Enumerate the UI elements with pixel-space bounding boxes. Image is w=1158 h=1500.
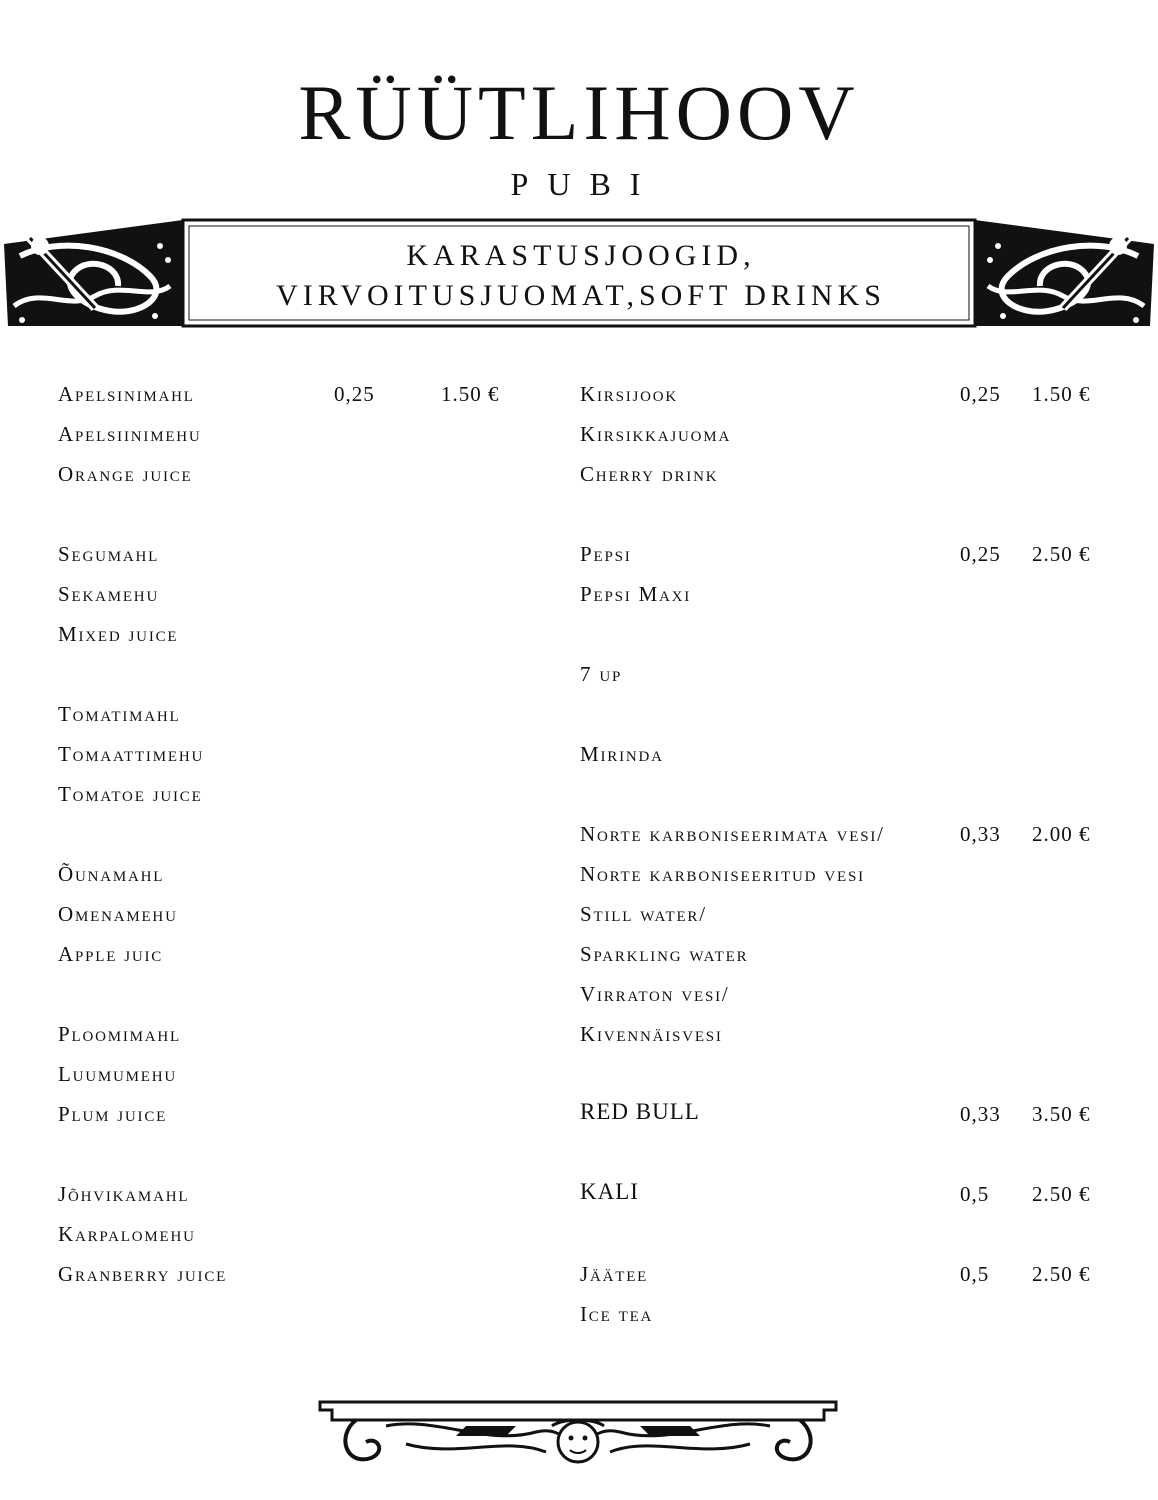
item-name: Ploomimahl [58,1022,182,1046]
item-name: Mixed juice [58,622,179,646]
menu-item-row [580,738,1105,778]
menu-item-row [580,1018,1105,1058]
item-volume: 0,5 [960,1182,990,1206]
menu-item-row [580,458,1105,498]
menu-item-row [580,1058,1105,1098]
item-name: Norte karboniseeritud vesi [580,862,865,886]
menu-item-row [580,1098,1105,1138]
item-price: 2.00 € [1032,822,1091,846]
menu-item-row [580,818,1105,858]
menu-item-row [58,378,518,418]
menu-item-row [58,458,518,498]
menu-item-row [580,578,1105,618]
menu-item-row [580,378,1105,418]
item-price: 1.50 € [441,382,500,406]
item-name: Mirinda [580,742,664,766]
item-name: Tomatoe juice [58,782,203,806]
menu-item-row [580,658,1105,698]
menu-item-row [580,858,1105,898]
menu-item-row [580,1258,1105,1298]
item-name: KALI [580,1179,639,1204]
menu-item-row [580,418,1105,458]
item-name: Kivennäisvesi [580,1022,723,1046]
item-name: Norte karboniseerimata vesi/ [580,822,885,846]
item-name: Still water/ [580,902,707,926]
menu-item-row [58,858,518,898]
item-name: Pepsi Maxi [580,582,692,606]
menu-item-row [58,1218,518,1258]
menu-item-row [58,778,518,818]
footer-ornament [316,1396,840,1480]
menu-item-row [58,618,518,658]
menu-item-row [58,898,518,938]
menu-item-row [580,498,1105,538]
item-name: Apple juic [58,942,164,966]
menu-item-row [58,578,518,618]
section-heading-line2: VIRVOITUSJUOMAT,SOFT DRINKS [276,279,886,312]
item-name: RED BULL [580,1099,700,1124]
menu-item-row [58,1178,518,1218]
menu-item-row [58,818,518,858]
item-name: Sparkling water [580,942,749,966]
menu-item-row [580,618,1105,658]
left-knot-ornament [4,220,183,326]
menu-item-row [580,938,1105,978]
section-heading [186,236,976,316]
footer-flourish [316,1396,840,1476]
item-name: Kirsikkajuoma [580,422,732,446]
item-volume: 0,33 [960,822,1001,846]
menu-item-row [58,978,518,1018]
section-heading-line1: KARASTUSJOOGID, [406,239,756,272]
menu-item-row [580,1298,1105,1338]
menu-item-row [580,1138,1105,1178]
item-name: Ice tea [580,1302,654,1326]
item-name: Jäätee [580,1262,649,1286]
item-name: Orange juice [58,462,193,486]
item-price: 3.50 € [1032,1102,1091,1126]
menu-item-row [58,1058,518,1098]
menu-item-row [58,418,518,458]
item-name: Apelsiinimehu [58,422,202,446]
item-name: 7 up [580,662,623,686]
item-name: Plum juice [58,1102,168,1126]
menu-item-row [58,738,518,778]
item-name: Jõhvikamahl [58,1182,190,1206]
menu-item-row [580,1218,1105,1258]
item-name: Granberry juice [58,1262,228,1286]
item-volume: 0,25 [960,542,1001,566]
pub-subtitle: PUBI [510,166,660,202]
item-name: Kirsijook [580,382,679,406]
pub-title: RÜÜTLIHOOV [298,69,860,156]
item-name: Omenamehu [58,902,178,926]
menu-column-left [58,378,518,1298]
item-price: 2.50 € [1032,542,1091,566]
item-name: Apelsinimahl [58,382,195,406]
menu-item-row [58,1138,518,1178]
item-name: Luumumehu [58,1062,178,1086]
item-volume: 0,25 [334,382,375,406]
item-name: Pepsi [580,542,632,566]
menu-item-row [58,498,518,538]
item-price: 2.50 € [1032,1262,1091,1286]
item-name: Cherry drink [580,462,719,486]
menu-item-row [58,938,518,978]
item-volume: 0,25 [960,382,1001,406]
item-price: 2.50 € [1032,1182,1091,1206]
menu-item-row [58,658,518,698]
menu-item-row [580,538,1105,578]
item-name: Segumahl [58,542,160,566]
menu-item-row [580,778,1105,818]
item-name: Karpalomehu [58,1222,196,1246]
item-volume: 0,5 [960,1262,990,1286]
menu-item-row [58,1258,518,1298]
menu-item-row [580,978,1105,1018]
menu-item-row [58,538,518,578]
menu-item-row [58,1018,518,1058]
menu-item-row [58,698,518,738]
menu-column-right [580,378,1105,1338]
item-name: Sekamehu [58,582,160,606]
item-price: 1.50 € [1032,382,1091,406]
item-name: Tomaattimehu [58,742,205,766]
menu-item-row [580,698,1105,738]
item-name: Õunamahl [58,862,165,886]
right-knot-ornament [975,220,1154,326]
menu-item-row [58,1098,518,1138]
menu-item-row [580,898,1105,938]
item-volume: 0,33 [960,1102,1001,1126]
item-name: Tomatimahl [58,702,181,726]
menu-item-row [580,1178,1105,1218]
item-name: Virraton vesi/ [580,982,730,1006]
